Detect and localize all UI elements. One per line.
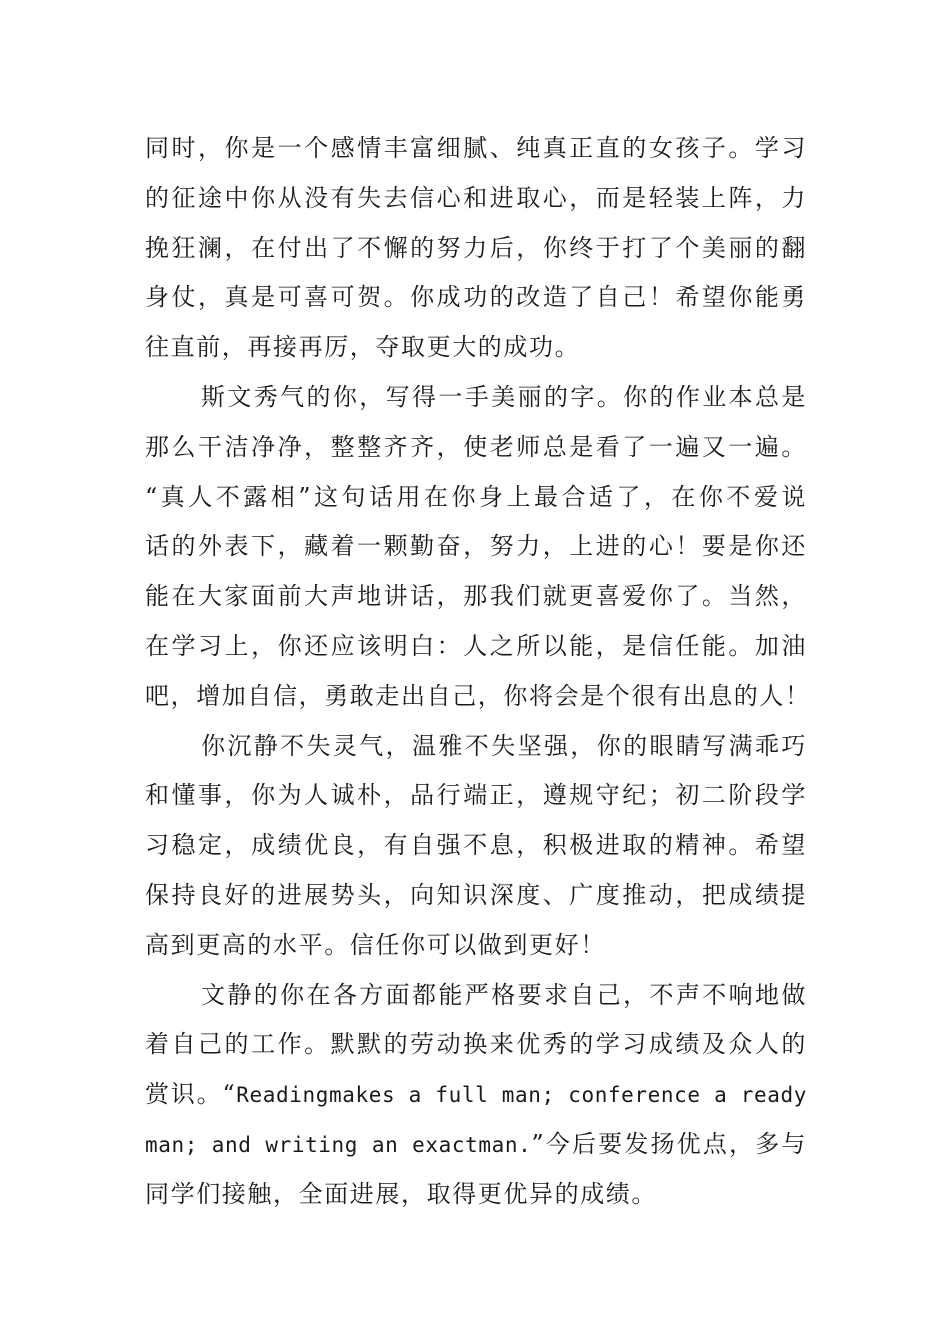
paragraph-line: 和懂事，你为人诚朴，品行端正，遵规守纪；初二阶段学: [145, 781, 807, 810]
paragraph-line: 话的外表下，藏着一颗勤奋，努力，上进的心！要是你还: [145, 532, 807, 561]
line-cjk-segment: ”今后要发扬优点，多与: [531, 1129, 807, 1158]
paragraph-line: 的征途中你从没有失去信心和进取心，而是轻装上阵，力: [145, 183, 807, 212]
paragraph-line: 同时，你是一个感情丰富细腻、纯真正直的女孩子。学习: [145, 134, 807, 162]
paragraph-line-mixed: [145, 1120, 807, 1170]
paragraph-2: [145, 373, 811, 722]
paragraph-line: 能在大家面前大声地讲话，那我们就更喜爱你了。当然，: [145, 582, 807, 611]
paragraph-line-mixed: [145, 1070, 807, 1120]
paragraph-line: 斯文秀气的你，写得一手美丽的字。你的作业本总是: [201, 382, 807, 411]
document-body: [145, 124, 811, 1220]
english-quote-segment: Readingmakes a full man; conference a ready: [236, 1083, 807, 1108]
paragraph-line: 往直前，再接再厉，夺取更大的成功。: [145, 333, 581, 362]
paragraph-1: [145, 124, 807, 373]
paragraph-line: “真人不露相”这句话用在你身上最合适了，在你不爱说: [145, 482, 807, 511]
paragraph-line: 着自己的工作。默默的劳动换来优秀的学习成绩及众人的: [145, 1030, 807, 1059]
paragraph-line: 在学习上，你还应该明白：人之所以能，是信任能。加油: [145, 631, 807, 660]
paragraph-line: 习稳定，成绩优良，有自强不息，积极进取的精神。希望: [145, 831, 807, 860]
paragraph-3: [145, 722, 807, 971]
paragraph-line: 挽狂澜，在付出了不懈的努力后，你终于打了个美丽的翻: [145, 233, 807, 262]
paragraph-line: 你沉静不失灵气，温雅不失坚强，你的眼睛写满乖巧: [201, 731, 807, 760]
line-cjk-segment: 赏识。“: [145, 1080, 237, 1109]
english-quote-segment: man; and writing an exactman.: [145, 1132, 532, 1157]
paragraph-line: 身仗，真是可喜可贺。你成功的改造了自己！希望你能勇: [145, 283, 807, 312]
paragraph-line: 文静的你在各方面都能严格要求自己，不声不响地做: [201, 980, 807, 1009]
paragraph-line: 那么干洁净净，整整齐齐，使老师总是看了一遍又一遍。: [145, 432, 807, 461]
paragraph-line: 保持良好的进展势头，向知识深度、广度推动，把成绩提: [145, 880, 807, 909]
paragraph-line: 同学们接触，全面进展，取得更优异的成绩。: [145, 1179, 657, 1208]
paragraph-4: [145, 971, 807, 1220]
paragraph-line: 高到更高的水平。信任你可以做到更好！: [145, 930, 606, 959]
paragraph-line: 吧，增加自信，勇敢走出自己，你将会是个很有出息的人！: [145, 681, 811, 710]
